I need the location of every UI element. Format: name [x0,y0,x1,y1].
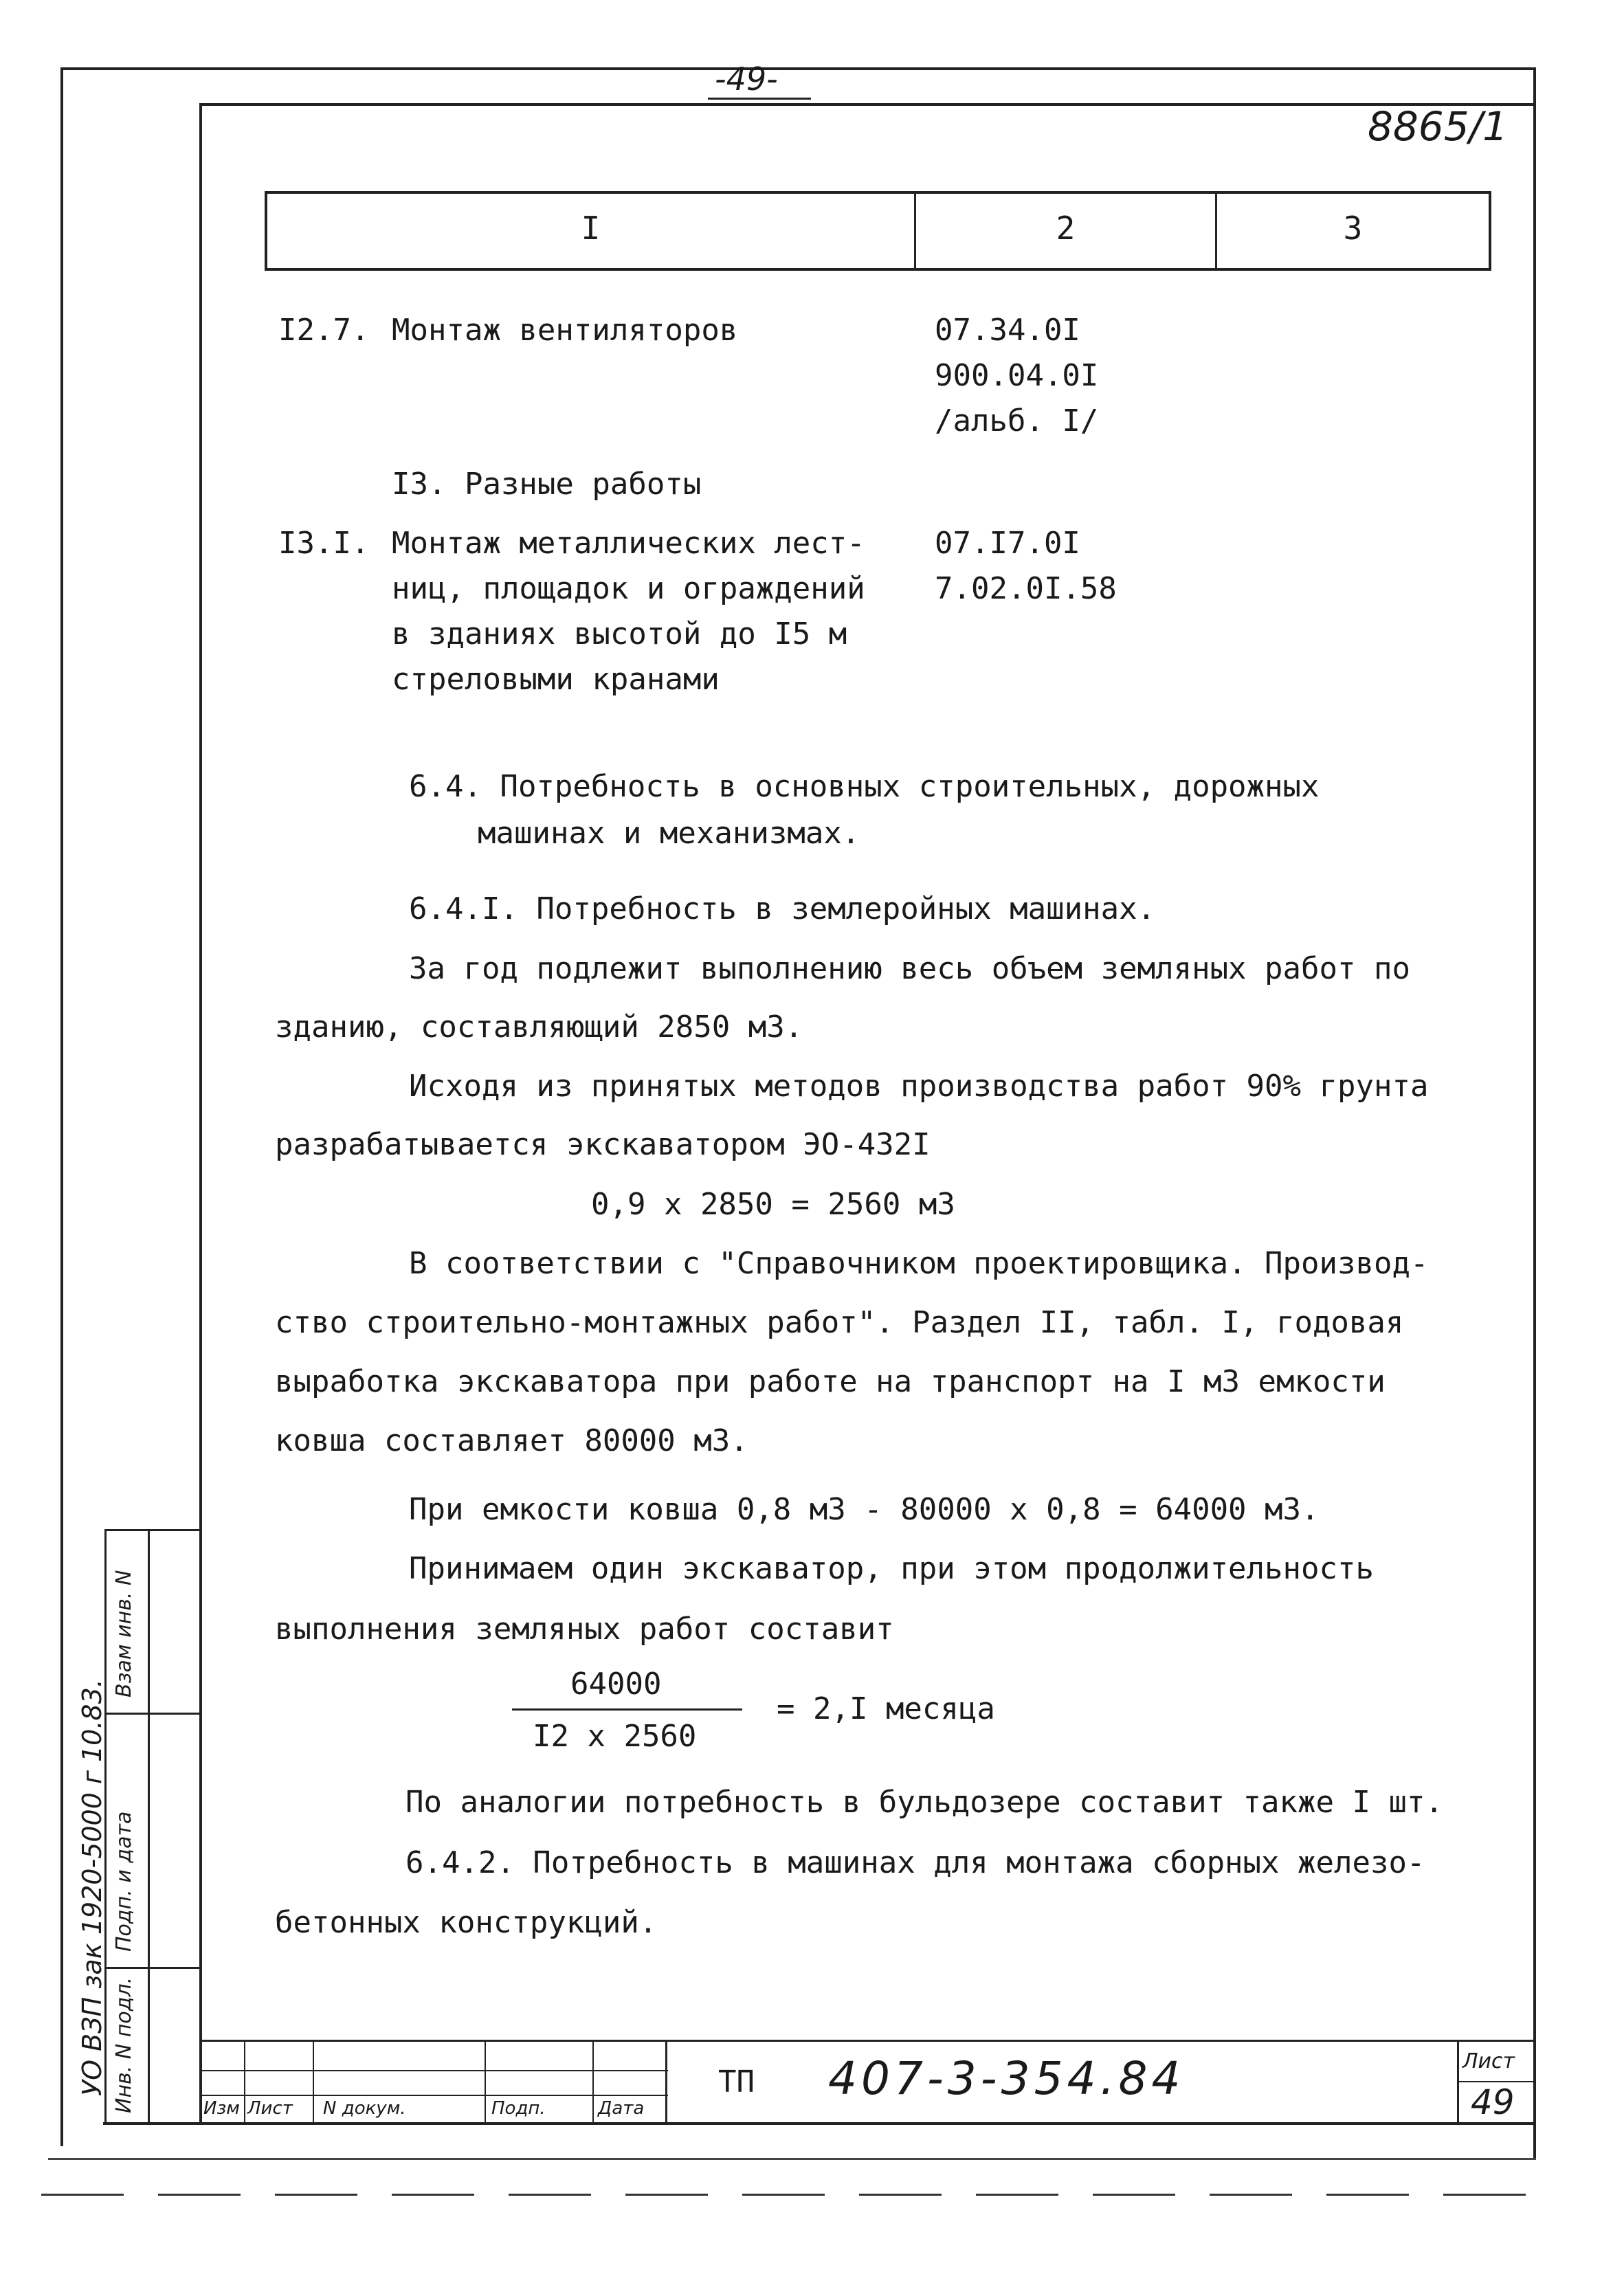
inner-frame-top [199,103,1536,106]
table-header-right [1489,191,1491,271]
page-number-top: -49- [715,60,778,98]
paragraph-line: За год подлежит выполнению весь объем земляных работ по [409,951,1410,986]
paragraph-line: При емкости ковша 0,8 м3 - 80000 х 0,8 = 64000 м3. [409,1492,1320,1527]
stamp-vertical-text: УО ВЗП зак 1920-5000 г 10.83. [77,1679,107,2096]
tb-v5 [665,2040,667,2124]
tb-sheet-number: 49 [1471,2082,1515,2122]
tb-tp-prefix: ТП [718,2064,755,2100]
paragraph-line: выполнения земляных работ составит [275,1612,894,1647]
stamp-col-sign: Подп. и дата [112,1811,136,1952]
table-header-bottom [265,268,1491,271]
fraction-numerator: 64000 [570,1667,662,1702]
section-13-title: I3. Разные работы [392,467,702,502]
paragraph-line: Принимаем один экскаватор, при этом продолжительность [409,1551,1374,1586]
tb-doc-number: 407-3-354.84 [828,2052,1185,2105]
page-number-underline [708,98,811,100]
row-text: ниц, площадок и ограждений [392,571,865,606]
row-number: I3.I. [278,526,370,561]
paragraph-line: ковша составляет 80000 м3. [275,1423,748,1458]
fraction-result: = 2,I месяца [777,1691,995,1726]
row-code: 7.02.0I.58 [935,571,1117,606]
doc-code: 8865/1 [1368,103,1509,150]
stamp-div2 [104,1967,201,1969]
row-code: 07.I7.0I [935,526,1080,561]
row-number: I2.7. [278,313,370,348]
row-text: в зданиях высотой до I5 м [392,616,847,651]
outer-frame-bottom [48,2158,1536,2160]
tb-label-izm: Изм [203,2098,240,2119]
inner-frame-left [199,103,202,2124]
paragraph-line: В соответствии с "Справочником проектировщика. Производ- [409,1246,1429,1281]
tb-label-data: Дата [598,2098,645,2119]
tb-sheet-label: Лист [1462,2049,1515,2073]
tb-row2 [201,2095,668,2096]
row-text: Монтаж вентиляторов [392,313,738,348]
tb-row1 [201,2070,668,2071]
tb-label-list: Лист [247,2098,293,2119]
row-text: Монтаж металлических лест- [392,526,865,561]
paragraph-line: выработка экскаватора при работе на транспорт на I м3 емкости [275,1364,1386,1399]
header-col-1: I [581,210,601,247]
paragraph-line: Исходя из принятых методов производства работ 90% грунта [409,1069,1429,1104]
header-col-2: 2 [1056,210,1076,247]
fraction-bar [512,1708,742,1711]
tb-v1 [244,2040,245,2124]
paragraph-line: зданию, составляющий 2850 м3. [275,1010,803,1045]
table-header-top [265,191,1491,194]
stamp-col-inv: Инв. N подл. [112,1976,136,2113]
stamp-border-mid [148,1529,150,2124]
section-heading-6-4: 6.4. Потребность в основных строительных, дорожных [409,769,1320,804]
outer-frame-right [1533,67,1536,2160]
outer-frame-top [62,67,1536,70]
section-heading-6-4-2: 6.4.2. Потребность в машинах для монтажа сборных железо- [405,1845,1425,1880]
stamp-border-top [104,1529,201,1531]
paragraph-line: По аналогии потребность в бульдозере составит также I шт. [405,1785,1443,1820]
outer-frame-left [60,67,63,2146]
section-heading-6-4-1: 6.4.I. Потребность в землеройных машинах. [409,891,1156,926]
formula-excavation-volume: 0,9 х 2850 = 2560 м3 [591,1187,955,1222]
tb-v3 [485,2040,486,2124]
tb-label-podp: Подп. [491,2098,546,2119]
row-code: /альб. I/ [935,403,1099,438]
fraction-denominator: I2 х 2560 [533,1719,697,1754]
paragraph-line: ство строительно-монтажных работ". Раздел II, табл. I, годовая [275,1305,1404,1340]
section-heading-6-4-cont: машинах и механизмах. [478,816,860,851]
row-code: 07.34.0I [935,313,1080,348]
row-text: стреловыми кранами [392,662,720,697]
row-code: 900.04.0I [935,358,1099,393]
stamp-div1 [104,1713,201,1715]
tb-v4 [592,2040,594,2124]
stamp-col-replace: Взам инв. N [112,1570,136,1697]
paragraph-line: разрабатывается экскаватором ЭО-432I [275,1127,931,1162]
tb-v2 [313,2040,314,2124]
inner-frame-bottom [103,2122,1536,2125]
tb-label-ndoc: N докум. [323,2098,406,2119]
header-col-3: 3 [1343,210,1363,247]
tb-top [201,2040,1536,2042]
cut-line [41,2194,1536,2196]
section-heading-6-4-2-cont: бетонных конструкций. [275,1905,658,1940]
